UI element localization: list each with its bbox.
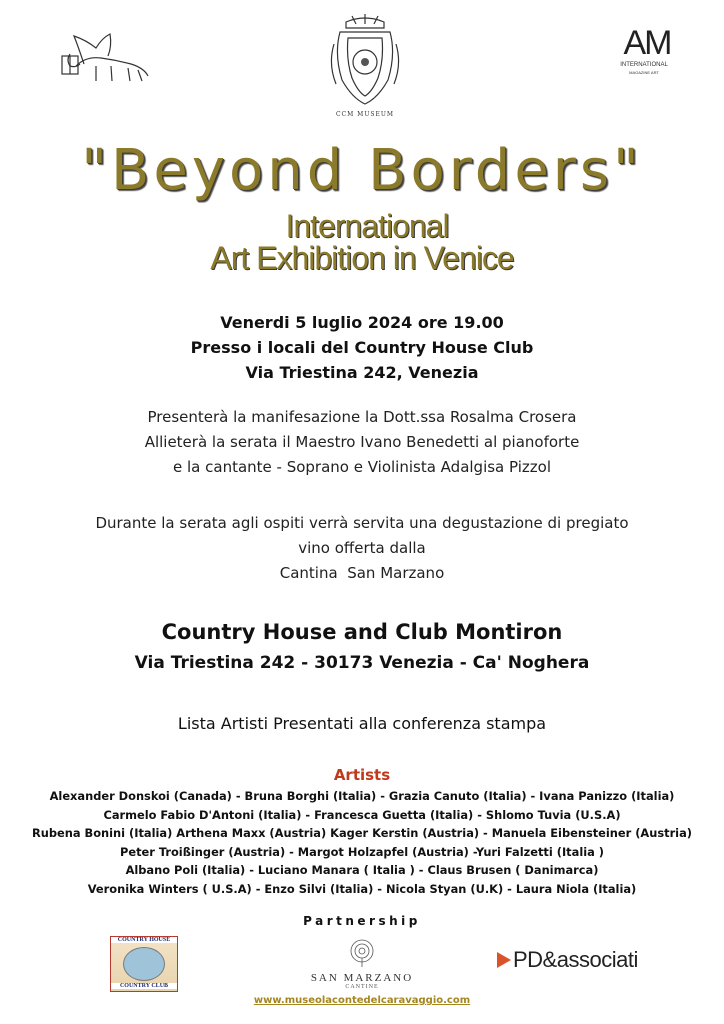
event-details — [0, 310, 724, 385]
partnership-label: Partnership — [303, 914, 421, 928]
tasting-line: Durante la serata agli ospiti verrà servita una degustazione di pregiato — [95, 514, 629, 532]
artists-list — [0, 787, 724, 899]
san-marzano-sub: CANTINE — [345, 984, 379, 990]
country-house-top-text: COUNTRY HOUSE — [111, 937, 177, 943]
subtitle-line1: International — [285, 208, 449, 244]
event-place: Presso i locali del Country House Club — [190, 338, 534, 357]
san-marzano-logo — [300, 938, 424, 1000]
pd-associati-text: PD&associati — [513, 947, 638, 972]
country-house-emblem — [123, 947, 165, 981]
tasting-line: vino offerta dalla — [298, 539, 426, 557]
crest-logo — [326, 14, 404, 122]
am-logo-text: AM — [623, 24, 671, 62]
country-house-logo — [110, 936, 178, 992]
artists-line: Rubena Bonini (Italia) Arthena Maxx (Austria) Kager Kerstin (Austria) - Manuela Eibensteiner (Austria) — [32, 826, 692, 841]
tasting-line: Cantina San Marzano — [279, 564, 445, 582]
play-arrow-icon — [497, 952, 511, 968]
winged-lion-logo — [56, 26, 156, 86]
am-magazine-logo — [612, 24, 682, 64]
artists-list-intro: Lista Artisti Presentati alla conferenza stampa — [177, 714, 547, 733]
pd-associati-logo — [497, 944, 647, 976]
country-house-bottom-text: COUNTRY CLUB — [111, 983, 177, 989]
presenters-line: Allieterà la serata il Maestro Ivano Benedetti al pianoforte — [144, 433, 580, 451]
page-title: "Beyond Borders" — [81, 138, 643, 203]
san-marzano-name: SAN MARZANO — [310, 972, 414, 984]
presenters-line: e la cantante - Soprano e Violinista Adalgisa Pizzol — [173, 458, 551, 476]
tasting-block — [0, 511, 724, 586]
subtitle-line2: Art Exhibition in Venice — [210, 240, 514, 276]
crest-caption: CCM MUSEUM — [335, 111, 395, 118]
artists-line: Alexander Donskoi (Canada) - Bruna Borghi (Italia) - Grazia Canuto (Italia) - Ivana Panizzo (Italia) — [49, 789, 675, 803]
san-marzano-tree-icon — [347, 938, 377, 968]
presenters-block — [0, 405, 724, 480]
am-caption-line2: MAGAZINE ART — [629, 70, 659, 75]
presenters-line: Presenterà la manifesazione la Dott.ssa Rosalma Crosera — [147, 408, 577, 426]
artists-heading: Artists — [333, 766, 391, 784]
artists-line: Veronika Winters ( U.S.A) - Enzo Silvi (Italia) - Nicola Styan (U.K) - Laura Niola (Italia) — [87, 881, 637, 896]
artists-line: Carmelo Fabio D'Antoni (Italia) - Francesca Guetta (Italia) - Shlomo Tuvia (U.S.A) — [103, 807, 621, 822]
website-link[interactable]: www.museolacontedelcaravaggio.com — [253, 995, 471, 1006]
artists-line: Albano Poli (Italia) - Luciano Manara ( Italia ) - Claus Brusen ( Danimarca) — [125, 863, 599, 878]
am-caption — [608, 62, 680, 76]
artists-line: Peter Troißinger (Austria) - Margot Holzapfel (Austria) -Yuri Falzetti (Italia ) — [120, 844, 604, 859]
am-caption-line1: INTERNATIONAL — [620, 62, 668, 68]
event-address: Via Triestina 242, Venezia — [245, 363, 479, 382]
venue-name: Country House and Club Montiron — [161, 620, 563, 644]
event-date-time: Venerdi 5 luglio 2024 ore 19.00 — [220, 313, 504, 332]
venue-address: Via Triestina 242 - 30173 Venezia - Ca' Noghera — [134, 653, 590, 673]
